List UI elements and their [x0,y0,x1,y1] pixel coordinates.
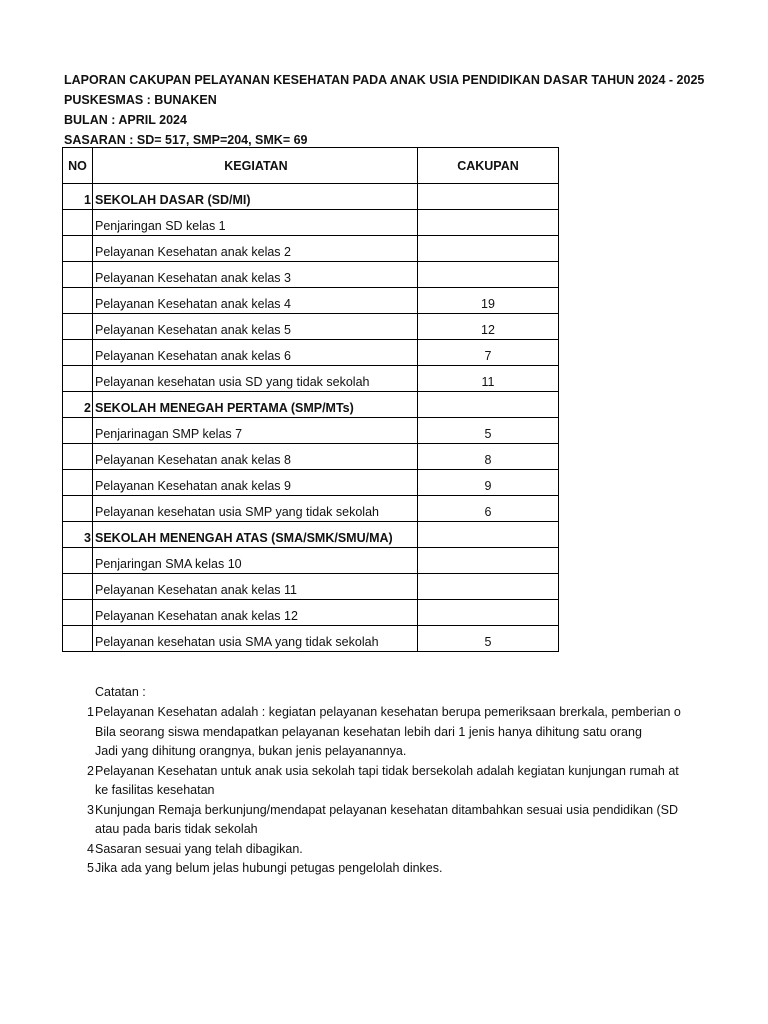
row-cakupan [418,184,559,210]
notes-list [72,703,684,879]
note-line: Sasaran sesuai yang telah dibagikan. [95,841,303,856]
row-cakupan [418,600,559,626]
row-no [63,236,93,262]
row-no [63,184,93,210]
note-item [72,762,684,801]
row-no-text: 2 [84,401,91,415]
header-cakupan: CAKUPAN [418,148,559,184]
note-item [72,859,684,879]
row-kegiatan: Pelayanan kesehatan usia SMP yang tidak sekolah [93,496,418,522]
table-row [63,418,559,444]
row-no [63,366,93,392]
row-cakupan: 12 [418,314,559,340]
header-no: NO [63,148,93,184]
note-number: 3 [87,802,94,817]
row-no [63,470,93,496]
row-no [63,548,93,574]
row-kegiatan: Pelayanan Kesehatan anak kelas 3 [93,262,418,288]
note-number: 1 [87,705,94,719]
row-cakupan: 9 [418,470,559,496]
note-item [72,703,684,762]
row-cakupan [418,262,559,288]
note-item [72,801,684,840]
row-cakupan [418,210,559,236]
table-row [63,600,559,626]
row-cakupan [418,548,559,574]
puskesmas-line: PUSKESMAS : BUNAKEN [64,93,217,107]
note-line: atau pada baris tidak sekolah [95,822,258,836]
row-kegiatan: Pelayanan Kesehatan anak kelas 5 [93,314,418,340]
row-kegiatan: Pelayanan Kesehatan anak kelas 6 [93,340,418,366]
note-line: Jika ada yang belum jelas hubungi petugas pengelolah dinkes. [95,861,443,875]
note-line: ke fasilitas kesehatan [95,783,215,797]
month-line: BULAN : APRIL 2024 [64,113,187,127]
row-no [63,444,93,470]
row-no [63,210,93,236]
row-no [63,288,93,314]
row-kegiatan: Pelayanan kesehatan usia SD yang tidak sekolah [93,366,418,392]
table-row [63,262,559,288]
row-cakupan: 5 [418,626,559,652]
note-number: 4 [87,841,94,856]
table-row [63,444,559,470]
row-no [63,392,93,418]
row-cakupan [418,236,559,262]
table-row [63,392,559,418]
table-row [63,470,559,496]
row-kegiatan: Pelayanan kesehatan usia SMA yang tidak sekolah [93,626,418,652]
row-cakupan: 11 [418,366,559,392]
table-row [63,626,559,652]
note-line: Bila seorang siswa mendapatkan pelayanan kesehatan lebih dari 1 jenis hanya dihitung satu orang [95,724,642,739]
row-kegiatan: SEKOLAH MENENGAH ATAS (SMA/SMK/SMU/MA) [93,522,418,548]
notes-section [72,681,684,879]
row-no [63,600,93,626]
table-row [63,210,559,236]
row-cakupan: 6 [418,496,559,522]
row-cakupan: 8 [418,444,559,470]
row-no [63,522,93,548]
row-no [63,574,93,600]
row-no [63,496,93,522]
row-kegiatan: Penjaringan SD kelas 1 [93,210,418,236]
row-cakupan: 19 [418,288,559,314]
table-row [63,184,559,210]
note-item [72,840,684,860]
row-kegiatan: Penjaringan SMA kelas 10 [93,548,418,574]
row-no-text: 1 [84,193,91,207]
row-no [63,626,93,652]
table-row [63,288,559,314]
row-kegiatan: Pelayanan Kesehatan anak kelas 9 [93,470,418,496]
table-row [63,236,559,262]
row-kegiatan: SEKOLAH DASAR (SD/MI) [93,184,418,210]
table-row [63,340,559,366]
table-row [63,496,559,522]
table-row [63,574,559,600]
table-row [63,522,559,548]
row-cakupan: 7 [418,340,559,366]
row-kegiatan: Pelayanan Kesehatan anak kelas 2 [93,236,418,262]
target-line: SASARAN : SD= 517, SMP=204, SMK= 69 [64,133,308,147]
row-kegiatan: Penjarinagan SMP kelas 7 [93,418,418,444]
row-kegiatan: Pelayanan Kesehatan anak kelas 11 [93,574,418,600]
row-cakupan [418,522,559,548]
note-line: Pelayanan Kesehatan adalah : kegiatan pelayanan kesehatan berupa pemeriksaan brerkala, pemberian o [95,705,681,719]
row-cakupan [418,392,559,418]
notes-title: Catatan : [95,685,146,699]
row-no [63,418,93,444]
row-kegiatan: Pelayanan Kesehatan anak kelas 8 [93,444,418,470]
row-no [63,314,93,340]
table-header-row [63,148,559,184]
report-title: LAPORAN CAKUPAN PELAYANAN KESEHATAN PADA ANAK USIA PENDIDIKAN DASAR TAHUN 2024 - 2025 [64,73,705,87]
report-header [64,70,704,150]
row-kegiatan: Pelayanan Kesehatan anak kelas 12 [93,600,418,626]
table-row [63,548,559,574]
row-no [63,262,93,288]
header-kegiatan: KEGIATAN [93,148,418,184]
coverage-table [62,147,559,652]
row-no [63,340,93,366]
row-cakupan: 5 [418,418,559,444]
table-row [63,314,559,340]
note-number: 2 [87,763,94,778]
row-kegiatan: Pelayanan Kesehatan anak kelas 4 [93,288,418,314]
note-number: 5 [87,861,94,875]
note-line: Jadi yang dihitung orangnya, bukan jenis pelayanannya. [95,744,407,758]
note-line: Kunjungan Remaja berkunjung/mendapat pelayanan kesehatan ditambahkan sesuai usia pendidikan (SD [95,802,679,817]
row-no-text: 3 [84,531,91,545]
table-row [63,366,559,392]
note-line: Pelayanan Kesehatan untuk anak usia sekolah tapi tidak bersekolah adalah kegiatan kunjungan rumah at [95,763,679,778]
row-kegiatan: SEKOLAH MENEGAH PERTAMA (SMP/MTs) [93,392,418,418]
row-cakupan [418,574,559,600]
